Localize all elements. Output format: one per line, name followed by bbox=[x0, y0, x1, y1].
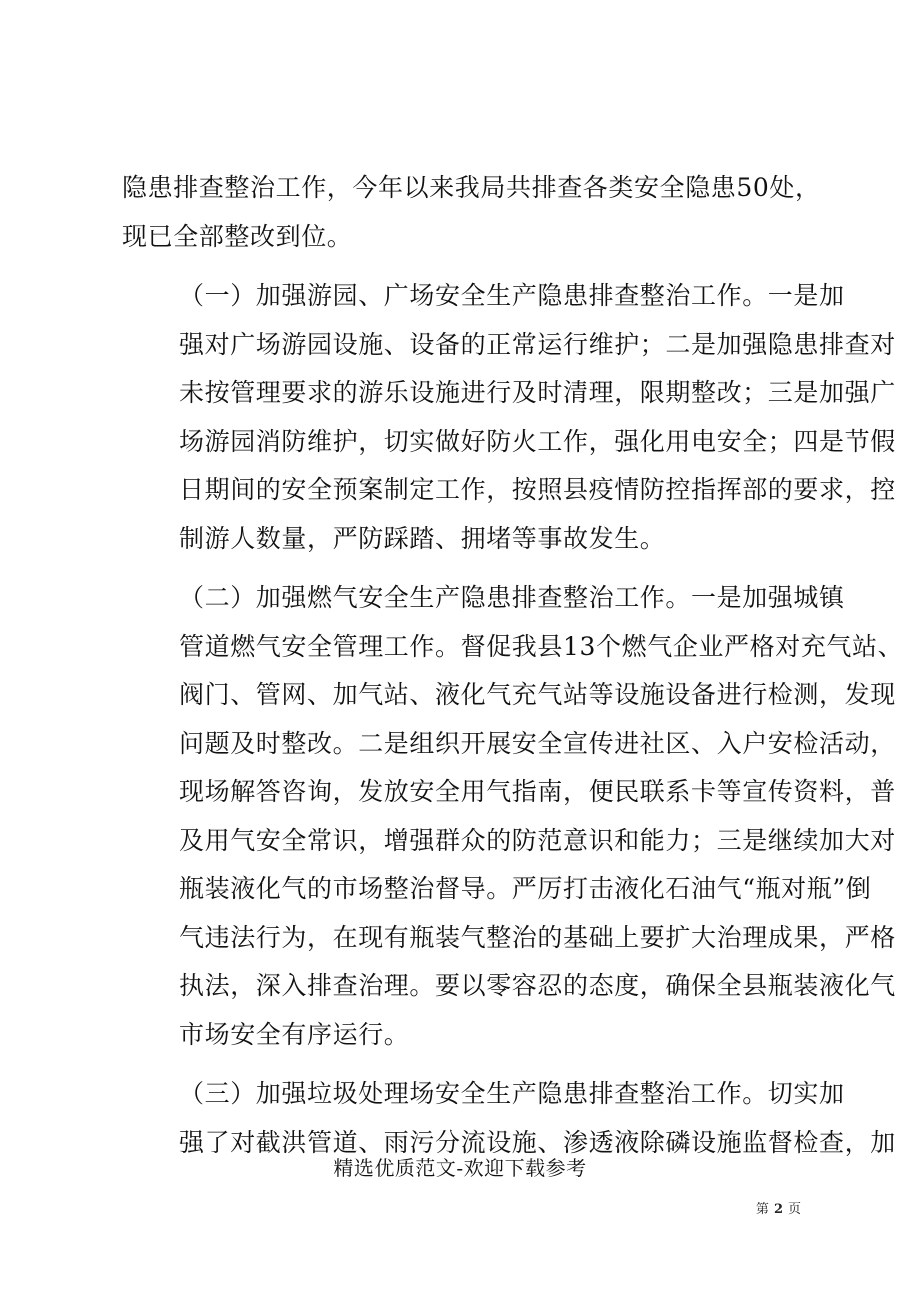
paragraph-park-safety bbox=[122, 272, 896, 563]
text-line: 及用气安全常识，增强群众的防范意识和能力；三是继续加大对 bbox=[179, 825, 896, 855]
text-line: 场游园消防维护，切实做好防火工作，强化用电安全；四是节假 bbox=[179, 426, 896, 456]
page-number-prefix: 第 bbox=[755, 1202, 770, 1217]
page-number bbox=[756, 1198, 802, 1217]
text-line: 日期间的安全预案制定工作，按照县疫情防控指挥部的要求，控 bbox=[179, 475, 896, 504]
text-line: 强对广场游园设施、设备的正常运行维护；二是加强隐患排查对 bbox=[179, 329, 896, 359]
text-line: 阀门、管网、加气站、液化气充气站等设施设备进行检测，发现 bbox=[179, 680, 896, 709]
text-line: 强了对截洪管道、雨污分流设施、渗透液除磷设施监督检查，加 bbox=[179, 1127, 896, 1157]
text-line: 问题及时整改。二是组织开展安全宣传进社区、入户安检活动， bbox=[179, 728, 896, 758]
text-line: 瓶装液化气的市场整治督导。严厉打击液化石油气“瓶对瓶”倒 bbox=[179, 874, 872, 903]
document-body bbox=[122, 164, 904, 1167]
text-line: 市场安全有序运行。 bbox=[179, 1019, 410, 1049]
text-line: 制游人数量，严防踩踏、拥堵等事故发生。 bbox=[179, 523, 666, 553]
text-line: 管道燃气安全管理工作。督促我县13个燃气企业严格对充气站、 bbox=[179, 631, 904, 661]
text-line: 执法，深入排查治理。要以零容忍的态度，确保全县瓶装液化气 bbox=[179, 971, 896, 1000]
text-line: 气违法行为，在现有瓶装气整治的基础上要扩大治理成果，严格 bbox=[179, 922, 896, 952]
text-line: （二）加强燃气安全生产隐患排查整治工作。一是加强城镇 bbox=[179, 583, 845, 612]
text-line: （三）加强垃圾处理场安全生产隐患排查整治工作。切实加 bbox=[179, 1079, 845, 1108]
text-line: （一）加强游园、广场安全生产隐患排查整治工作。一是加 bbox=[179, 281, 845, 310]
page-number-value: 2 bbox=[773, 1202, 784, 1217]
paragraph-continuation bbox=[122, 164, 821, 261]
text-line: 隐患排查整治工作，今年以来我局共排查各类安全隐患50处， bbox=[122, 173, 821, 202]
text-line: 现已全部整改到位。 bbox=[122, 221, 353, 251]
text-line: 未按管理要求的游乐设施进行及时清理，限期整改；三是加强广 bbox=[179, 378, 896, 407]
page-number-suffix: 页 bbox=[787, 1202, 802, 1217]
paragraph-gas-safety bbox=[122, 574, 904, 1059]
text-line: 现场解答咨询，发放安全用气指南，便民联系卡等宣传资料，普 bbox=[179, 777, 896, 806]
footer-slogan: 精选优质范文-欢迎下载参考 bbox=[333, 1156, 587, 1180]
